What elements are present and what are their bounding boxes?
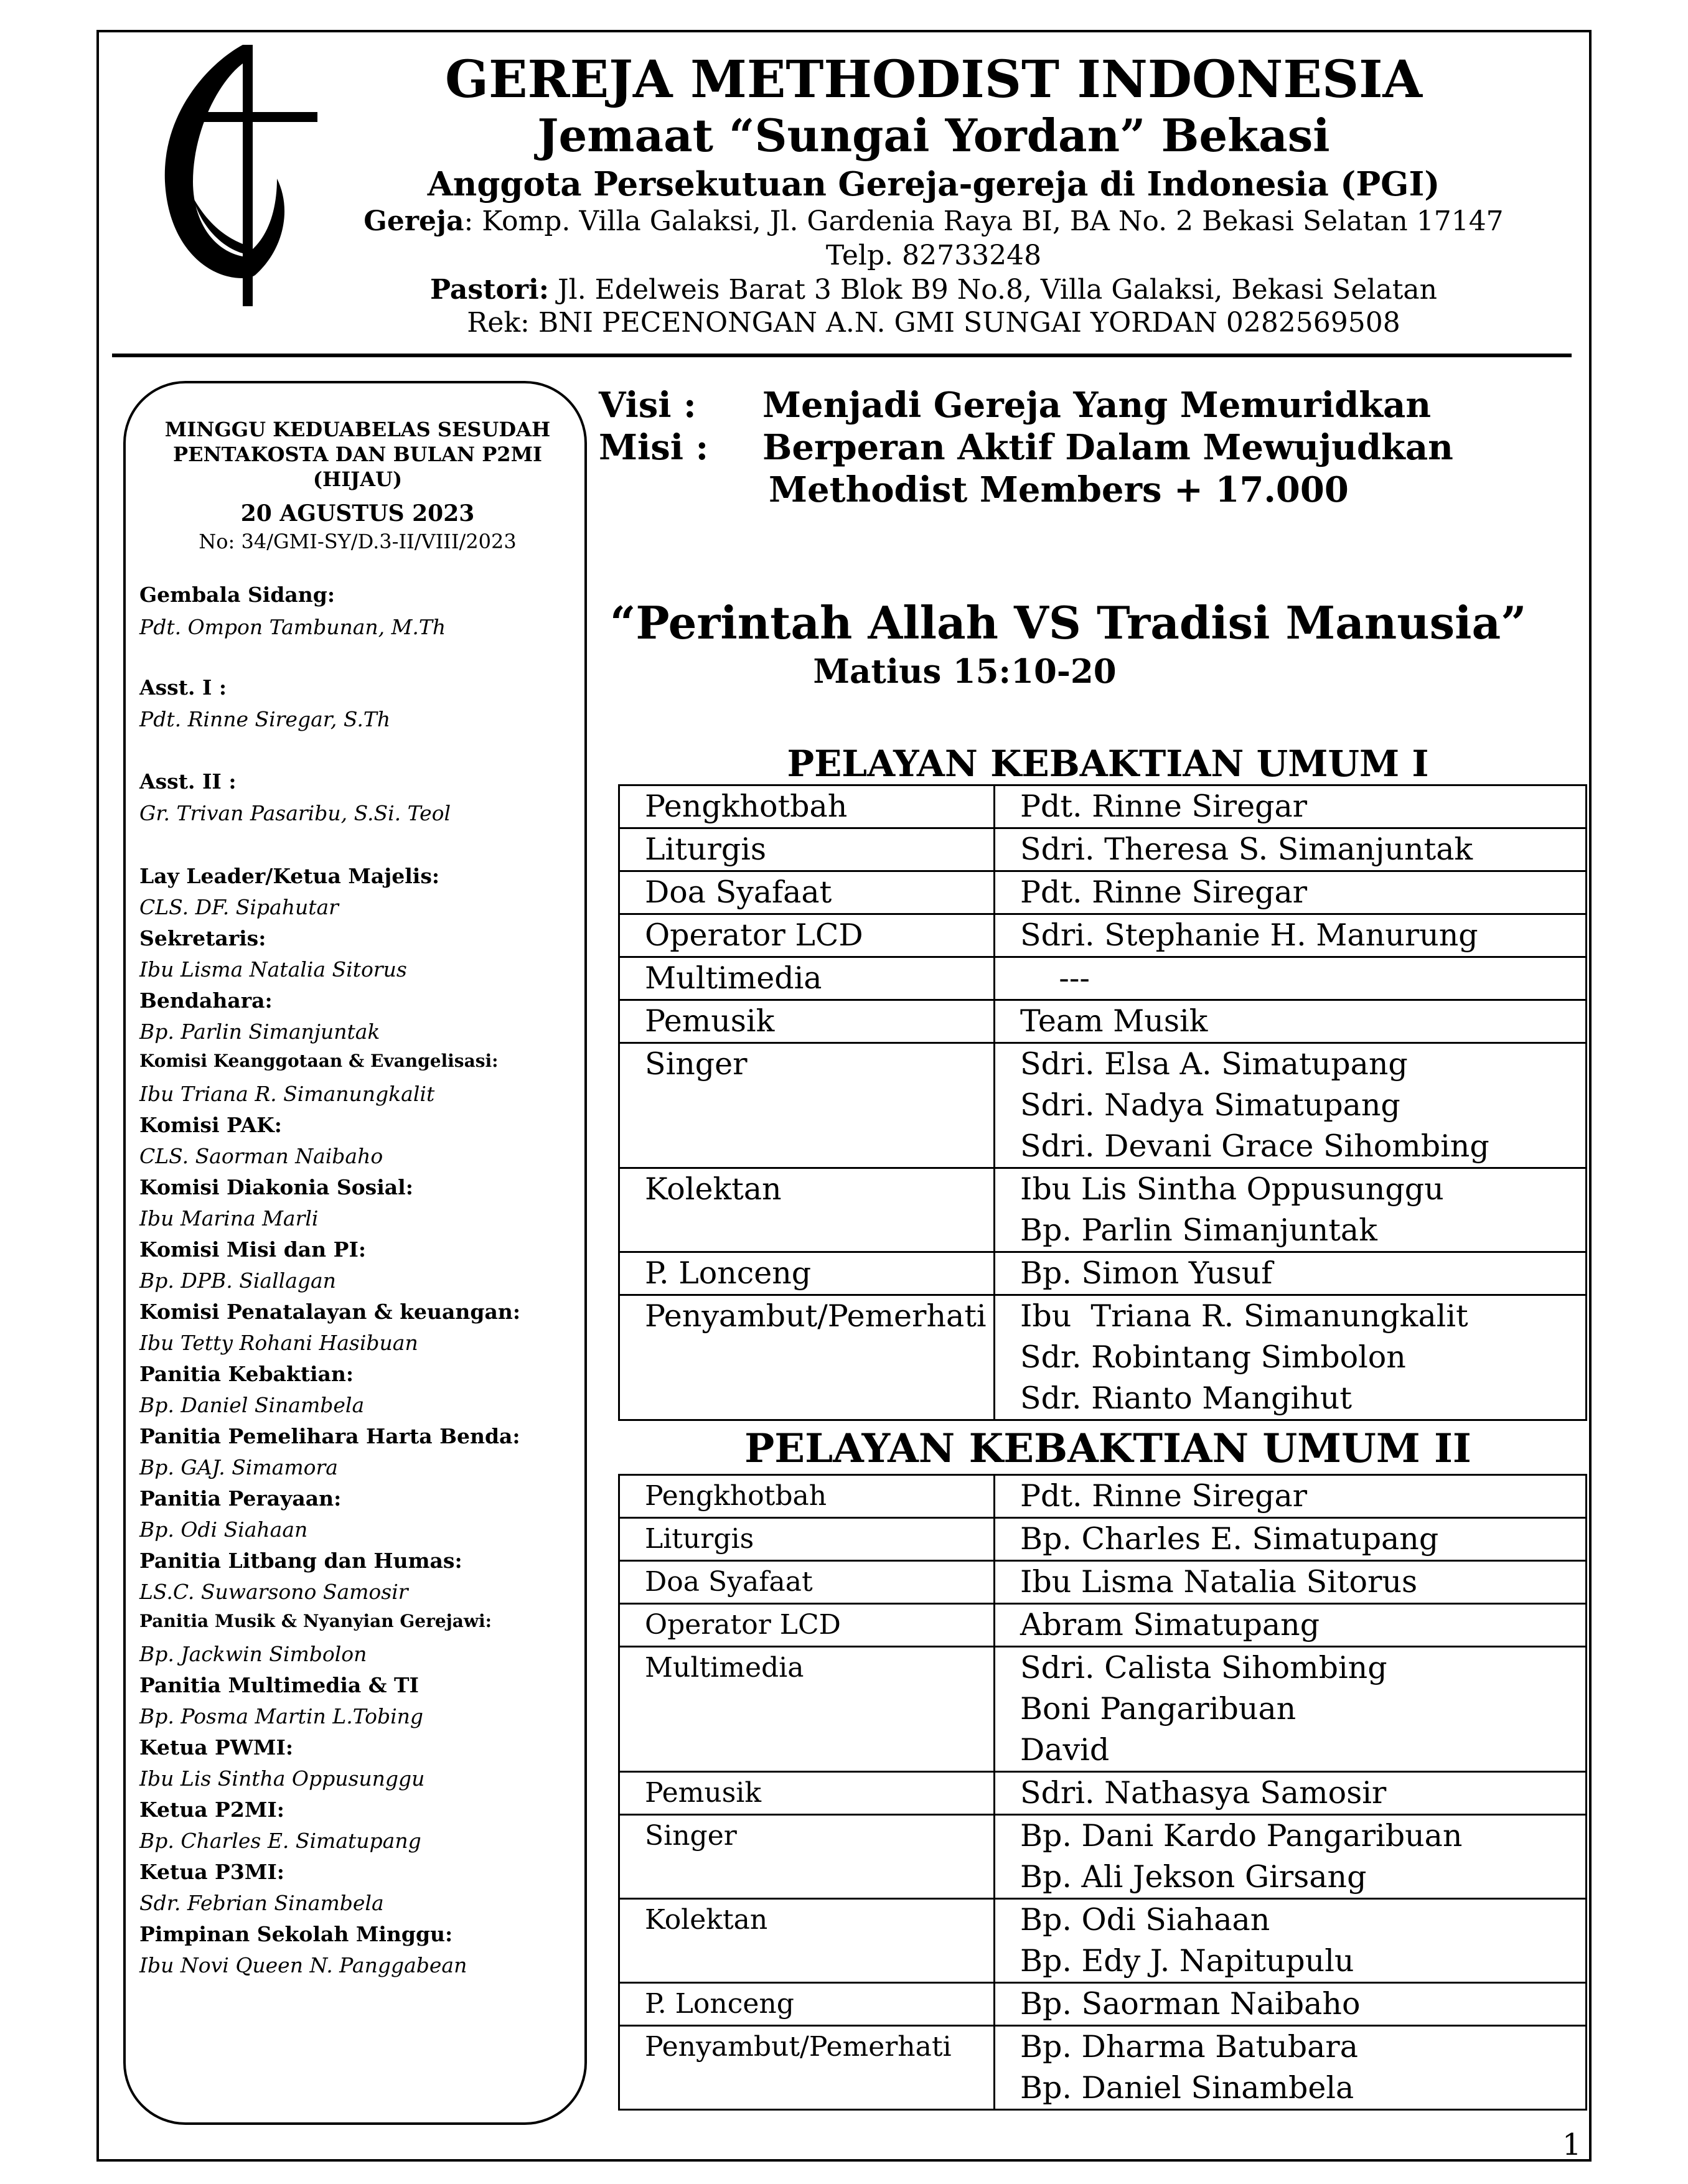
- service-person: Pdt. Rinne Siregar: [1020, 874, 1308, 910]
- service-names: [995, 785, 1587, 828]
- service-role: Multimedia: [619, 957, 995, 1000]
- officer-role: Lay Leader/Ketua Majelis:: [139, 864, 440, 888]
- officer-name: Pdt. Ompon Tambunan, M.Th: [139, 615, 446, 639]
- service-role: Multimedia: [619, 1647, 995, 1772]
- service-names: [995, 1772, 1587, 1815]
- sermon-reference: Matius 15:10-20: [813, 652, 1117, 691]
- service-person: Bp. Saorman Naibaho: [1020, 1986, 1361, 2022]
- sidebar-heading-line: MINGGU KEDUABELAS SESUDAH: [164, 418, 551, 441]
- service-person: Sdr. Rianto Mangihut: [1020, 1380, 1353, 1416]
- service-person: Bp. Charles E. Simatupang: [1020, 1521, 1439, 1557]
- service-names: [995, 1604, 1587, 1647]
- service-names: [995, 1899, 1587, 1983]
- service-names: [995, 1475, 1587, 1518]
- church-address: : Komp. Villa Galaksi, Jl. Gardenia Raya BI, BA No. 2 Bekasi Selatan 17147: [464, 205, 1504, 237]
- service-role: Singer: [619, 1815, 995, 1899]
- service-person: Ibu Lis Sintha Oppusunggu: [1020, 1171, 1444, 1207]
- officer-role: Asst. II :: [139, 769, 237, 794]
- pastori-label: Pastori:: [430, 274, 549, 306]
- officer-role: Panitia Kebaktian:: [139, 1362, 354, 1386]
- officer-name: Bp. Daniel Sinambela: [139, 1393, 365, 1417]
- service-names: [995, 914, 1587, 957]
- service-names: [995, 828, 1587, 871]
- service-names: [995, 2026, 1587, 2110]
- table-row: [619, 1772, 1587, 1815]
- service-person: Sdri. Stephanie H. Manurung: [1020, 917, 1478, 953]
- service-person: Bp. Edy J. Napitupulu: [1020, 1943, 1354, 1979]
- table-row: [619, 1168, 1587, 1252]
- table-row: [619, 871, 1587, 914]
- service-names: [995, 1647, 1587, 1772]
- header-divider: [112, 354, 1572, 357]
- table-row: [619, 785, 1587, 828]
- service-person: Abram Simatupang: [1020, 1607, 1320, 1643]
- service-person: Sdri. Nathasya Samosir: [1020, 1775, 1387, 1811]
- service-role: Operator LCD: [619, 914, 995, 957]
- misi-label: Misi :: [599, 427, 709, 468]
- service-role: Kolektan: [619, 1168, 995, 1252]
- officer-name: Ibu Tetty Rohani Hasibuan: [139, 1331, 418, 1355]
- table-row: [619, 1518, 1587, 1561]
- table-row: [619, 914, 1587, 957]
- service-role: Doa Syafaat: [619, 871, 995, 914]
- table-row: [619, 1561, 1587, 1604]
- service-names: [995, 1043, 1587, 1168]
- service-role: P. Lonceng: [619, 1983, 995, 2026]
- table-row: [619, 1983, 1587, 2026]
- table-row: [619, 1295, 1587, 1420]
- officer-role: Panitia Litbang dan Humas:: [139, 1549, 462, 1573]
- officer-role: Ketua PWMI:: [139, 1735, 294, 1760]
- officer-role: Komisi Diakonia Sosial:: [139, 1175, 413, 1199]
- officer-role: Panitia Pemelihara Harta Benda:: [139, 1424, 520, 1448]
- table-row: [619, 957, 1587, 1000]
- service-person: Sdri. Elsa A. Simatupang: [1020, 1046, 1408, 1082]
- officer-name: Bp. Odi Siahaan: [139, 1517, 308, 1542]
- service-names: [995, 1983, 1587, 2026]
- table-row: [619, 1604, 1587, 1647]
- officer-name: LS.C. Suwarsono Samosir: [139, 1580, 408, 1604]
- service-names: [995, 1252, 1587, 1295]
- pastori-address: Jl. Edelweis Barat 3 Blok B9 No.8, Villa Galaksi, Bekasi Selatan: [549, 274, 1437, 306]
- service-role: Pengkhotbah: [619, 1475, 995, 1518]
- officer-name: Bp. Parlin Simanjuntak: [139, 1019, 380, 1044]
- service-role: Singer: [619, 1043, 995, 1168]
- service-person: Bp. Dani Kardo Pangaribuan: [1020, 1818, 1463, 1854]
- officer-role: Panitia Multimedia & TI: [139, 1673, 419, 1697]
- service-names: [995, 1295, 1587, 1420]
- pastori-line: [324, 274, 1544, 306]
- officer-name: Ibu Marina Marli: [139, 1206, 319, 1230]
- officer-role: Komisi PAK:: [139, 1113, 282, 1137]
- service-person: Team Musik: [1020, 1003, 1208, 1039]
- service-person: Bp. Ali Jekson Girsang: [1020, 1859, 1367, 1895]
- service-role: Pengkhotbah: [619, 785, 995, 828]
- service-role: Doa Syafaat: [619, 1561, 995, 1604]
- sidebar-number: No: 34/GMI-SY/D.3-II/VIII/2023: [199, 530, 517, 553]
- service-person: Pdt. Rinne Siregar: [1020, 1478, 1308, 1514]
- sidebar-heading-line: PENTAKOSTA DAN BULAN P2MI: [173, 443, 542, 466]
- service-person: Bp. Parlin Simanjuntak: [1020, 1212, 1377, 1248]
- church-address-label: Gereja: [363, 205, 464, 237]
- officer-name: Ibu Novi Queen N. Panggabean: [139, 1953, 467, 1977]
- service-role: Liturgis: [619, 828, 995, 871]
- officer-role: Ketua P3MI:: [139, 1860, 284, 1884]
- officer-name: Ibu Lis Sintha Oppusunggu: [139, 1766, 425, 1791]
- officer-role: Komisi Penatalayan & keuangan:: [139, 1300, 521, 1324]
- service-names: [995, 1168, 1587, 1252]
- officer-role: Panitia Perayaan:: [139, 1486, 342, 1511]
- service-person: David: [1020, 1732, 1110, 1768]
- table-row: [619, 1475, 1587, 1518]
- officer-name: CLS. Saorman Naibaho: [139, 1144, 383, 1168]
- service-names: [995, 1561, 1587, 1604]
- service-person: Sdri. Nadya Simatupang: [1020, 1087, 1400, 1123]
- service-names: [995, 871, 1587, 914]
- service-role: Operator LCD: [619, 1604, 995, 1647]
- service-names: [995, 957, 1587, 1000]
- bank-line: Rek: BNI PECENONGAN A.N. GMI SUNGAI YORDAN 0282569508: [467, 307, 1400, 339]
- officer-name: Ibu Lisma Natalia Sitorus: [139, 957, 407, 982]
- phone-line: Telp. 82733248: [825, 240, 1042, 271]
- officer-role: Pimpinan Sekolah Minggu:: [139, 1922, 453, 1946]
- officer-name: Ibu Triana R. Simanungkalit: [139, 1082, 435, 1106]
- service-person: ---: [1020, 960, 1090, 996]
- table-row: [619, 2026, 1587, 2110]
- church-address-line: [324, 205, 1544, 237]
- officer-name: Bp. Charles E. Simatupang: [139, 1829, 421, 1853]
- officer-role: Komisi Keanggotaan & Evangelisasi:: [139, 1051, 499, 1071]
- officer-name: Bp. DPB. Siallagan: [139, 1268, 336, 1293]
- service-names: [995, 1000, 1587, 1043]
- service-person: Bp. Odi Siahaan: [1020, 1902, 1270, 1938]
- service-person: Sdri. Theresa S. Simanjuntak: [1020, 832, 1473, 867]
- officer-name: Bp. Posma Martin L.Tobing: [139, 1704, 424, 1728]
- service-role: Penyambut/Pemerhati: [619, 1295, 995, 1420]
- service2-table: [618, 1474, 1587, 2111]
- table-row: [619, 828, 1587, 871]
- officer-role: Panitia Musik & Nyanyian Gerejawi:: [139, 1611, 492, 1631]
- service-person: Ibu Lisma Natalia Sitorus: [1020, 1564, 1418, 1600]
- officer-name: Bp. GAJ. Simamora: [139, 1455, 338, 1479]
- service-person: Bp. Simon Yusuf: [1020, 1255, 1273, 1291]
- service-person: Sdri. Devani Grace Sihombing: [1020, 1128, 1489, 1164]
- officer-name: Pdt. Rinne Siregar, S.Th: [139, 707, 391, 731]
- officer-name: Sdr. Febrian Sinambela: [139, 1891, 384, 1915]
- officer-name: Bp. Jackwin Simbolon: [139, 1642, 367, 1666]
- cross-and-flame-logo: [149, 39, 317, 312]
- table-row: [619, 1647, 1587, 1772]
- service-person: Sdri. Calista Sihombing: [1020, 1650, 1387, 1685]
- page-number: 1: [1562, 2127, 1582, 2162]
- table-row: [619, 1252, 1587, 1295]
- officer-role: Gembala Sidang:: [139, 583, 335, 607]
- service1-title: PELAYAN KEBAKTIAN UMUM I: [787, 743, 1429, 785]
- service-role: Liturgis: [619, 1518, 995, 1561]
- congregation-name: Jemaat “Sungai Yordan” Bekasi: [537, 109, 1330, 162]
- service-role: Pemusik: [619, 1000, 995, 1043]
- officer-role: Komisi Misi dan PI:: [139, 1237, 367, 1262]
- officer-name: CLS. DF. Sipahutar: [139, 895, 339, 919]
- visi-label: Visi :: [599, 385, 696, 426]
- service-role: Kolektan: [619, 1899, 995, 1983]
- sermon-title: “Perintah Allah VS Tradisi Manusia”: [610, 596, 1527, 649]
- misi-text-line1: Berperan Aktif Dalam Mewujudkan: [762, 427, 1453, 468]
- service-person: Bp. Dharma Batubara: [1020, 2029, 1358, 2064]
- table-row: [619, 1815, 1587, 1899]
- church-name: GEREJA METHODIST INDONESIA: [444, 50, 1423, 110]
- officer-role: Sekretaris:: [139, 926, 266, 950]
- officer-role: Bendahara:: [139, 988, 273, 1013]
- service2-title: PELAYAN KEBAKTIAN UMUM II: [744, 1425, 1471, 1472]
- service-person: Sdr. Robintang Simbolon: [1020, 1339, 1406, 1375]
- table-row: [619, 1000, 1587, 1043]
- officer-role: Asst. I :: [139, 675, 227, 700]
- visi-text: Menjadi Gereja Yang Memuridkan: [762, 385, 1432, 426]
- membership-line: Anggota Persekutuan Gereja-gereja di Indonesia (PGI): [427, 165, 1440, 204]
- service-person: Pdt. Rinne Siregar: [1020, 789, 1308, 824]
- officer-role: Ketua P2MI:: [139, 1797, 284, 1822]
- sidebar-heading-line: (HIJAU): [312, 467, 403, 491]
- service-role: Pemusik: [619, 1772, 995, 1815]
- service-names: [995, 1518, 1587, 1561]
- misi-text-line2: Methodist Members + 17.000: [769, 469, 1349, 510]
- service-person: Bp. Daniel Sinambela: [1020, 2070, 1354, 2106]
- service-person: Boni Pangaribuan: [1020, 1691, 1296, 1727]
- officer-name: Gr. Trivan Pasaribu, S.Si. Teol: [139, 801, 451, 825]
- table-row: [619, 1899, 1587, 1983]
- service-role: Penyambut/Pemerhati: [619, 2026, 995, 2110]
- service-names: [995, 1815, 1587, 1899]
- service-person: Ibu Triana R. Simanungkalit: [1020, 1298, 1468, 1334]
- service1-table: [618, 784, 1587, 1421]
- sidebar-date: 20 AGUSTUS 2023: [240, 500, 475, 527]
- table-row: [619, 1043, 1587, 1168]
- service-role: P. Lonceng: [619, 1252, 995, 1295]
